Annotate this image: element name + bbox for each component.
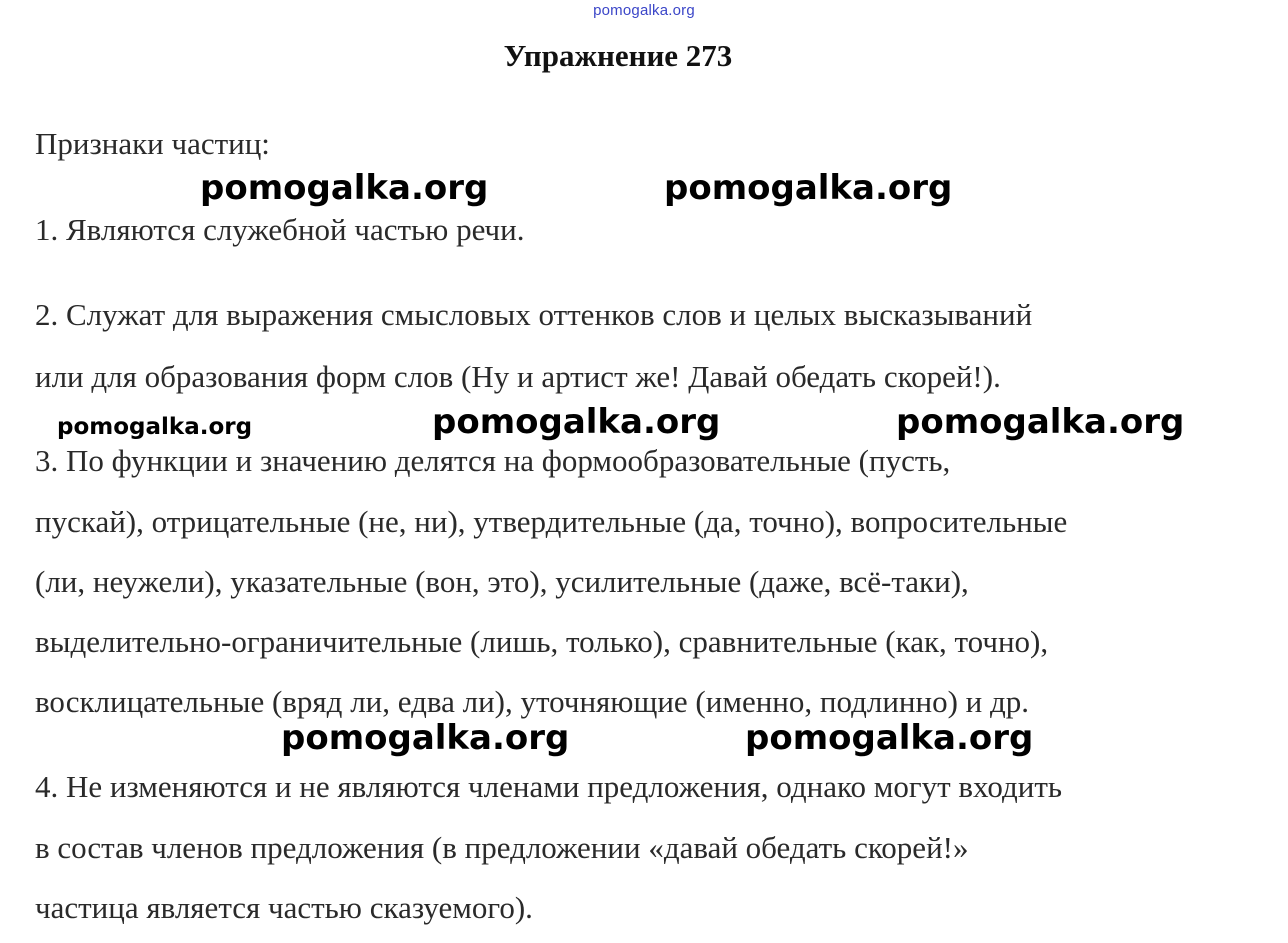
text-line: 4. Не изменяются и не являются членами предложения, однако могут входить <box>35 769 1063 804</box>
text-line: (ли, неужели), указательные (вон, это), усилительные (даже, всё-таки), <box>35 564 969 599</box>
site-link[interactable]: pomogalka.org <box>593 2 695 19</box>
watermark: pomogalka.org <box>896 402 1185 442</box>
text-line: частица является частью сказуемого). <box>35 890 533 925</box>
text-line: пускай), отрицательные (не, ни), утвердительные (да, точно), вопросительные <box>35 504 1068 539</box>
watermark: pomogalka.org <box>57 414 253 440</box>
section-heading: Признаки частиц: <box>35 126 270 161</box>
watermark: pomogalka.org <box>664 168 953 208</box>
text-line: или для образования форм слов (Ну и артист же! Давай обедать скорей!). <box>35 359 1001 394</box>
watermark: pomogalka.org <box>432 402 721 442</box>
text-line: 2. Служат для выражения смысловых оттенков слов и целых высказываний <box>35 297 1033 332</box>
text-line: 1. Являются служебной частью речи. <box>35 212 525 247</box>
text-line: в состав членов предложения (в предложении «давай обедать скорей!» <box>35 830 969 865</box>
text-line: выделительно-ограничительные (лишь, только), сравнительные (как, точно), <box>35 624 1049 659</box>
watermark: pomogalka.org <box>745 718 1034 758</box>
watermark: pomogalka.org <box>281 718 570 758</box>
text-line: восклицательные (вряд ли, едва ли), уточняющие (именно, подлинно) и др. <box>35 684 1030 719</box>
text-line: 3. По функции и значению делятся на формообразовательные (пусть, <box>35 443 951 478</box>
page-title: Упражнение 273 <box>503 38 733 73</box>
watermark: pomogalka.org <box>200 168 489 208</box>
